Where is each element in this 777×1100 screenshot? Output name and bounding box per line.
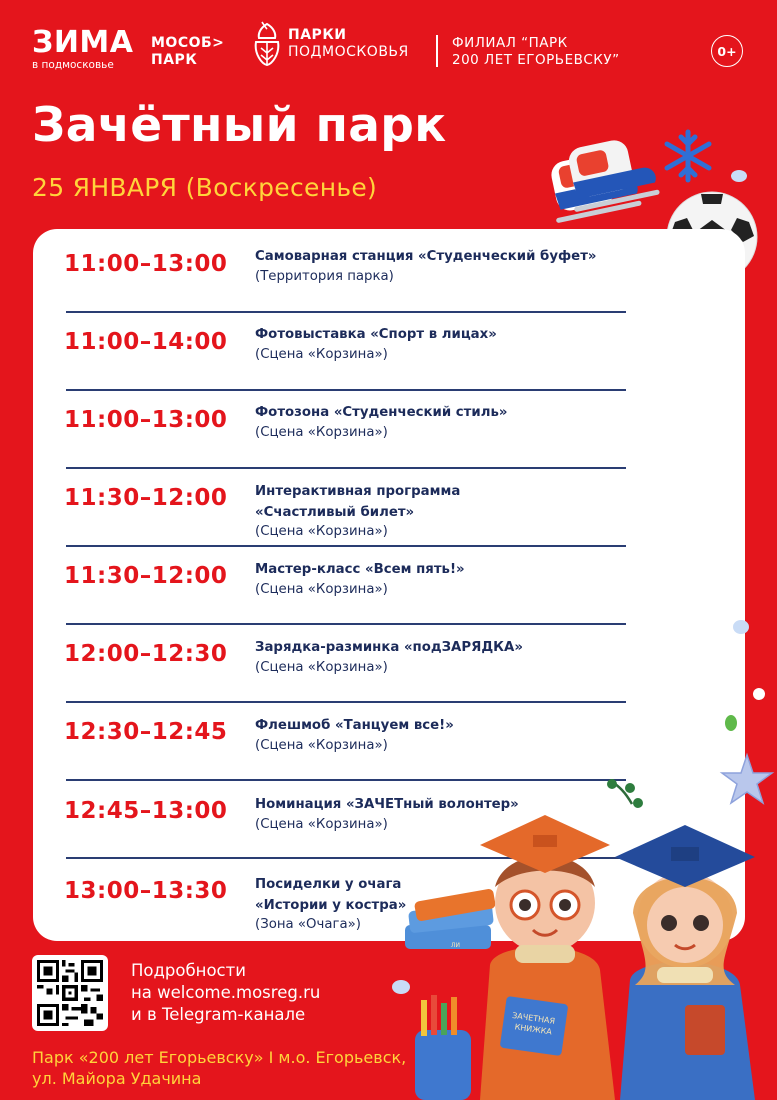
zima-logo [32, 25, 134, 71]
parki-logo-line2: ПОДМОСКОВЬЯ [288, 44, 409, 60]
schedule-time: 11:00–14:00 [64, 329, 228, 355]
students-illustration [395, 795, 777, 1100]
filial-line1: ФИЛИАЛ “ПАРК [452, 35, 568, 51]
schedule-time: 13:00–13:30 [64, 878, 228, 904]
schedule-divider [66, 701, 626, 703]
snowflake-icon [660, 128, 716, 184]
schedule-description [255, 560, 625, 599]
schedule-event-name: Посиделки у очага [255, 877, 402, 892]
white-dot-decoration [753, 688, 765, 700]
more-info-text [131, 960, 320, 1026]
schedule-location: (Сцена «Корзина») [255, 737, 388, 753]
schedule-divider [66, 623, 626, 625]
white-dot-decoration [686, 774, 696, 784]
schedule-event-name: Интерактивная программа [255, 484, 461, 499]
schedule-time: 12:45–13:00 [64, 798, 228, 824]
parki-podmoskovya-logo [250, 20, 409, 68]
schedule-description [255, 403, 625, 442]
schedule-location: (Сцена «Корзина») [255, 424, 388, 440]
more-info-line: и в Telegram-канале [131, 1005, 306, 1024]
address-line: ул. Майора Удачина [32, 1069, 202, 1088]
schedule-location: (Территория парка) [255, 268, 394, 284]
mosobpark-logo-line2: ПАРК [151, 52, 198, 68]
header-divider [436, 35, 438, 67]
schedule-event-name: «Счастливый билет» [255, 504, 415, 520]
schedule-time: 12:00–12:30 [64, 641, 228, 667]
schedule-location: (Сцена «Корзина») [255, 581, 388, 597]
schedule-event-name: Фотозона «Студенческий стиль» [255, 405, 508, 420]
schedule-location: (Сцена «Корзина») [255, 816, 388, 832]
age-rating-badge: 0+ [711, 35, 743, 67]
schedule-location: (Зона «Очага») [255, 917, 361, 932]
event-date: 25 ЯНВАРЯ (Воскресенье) [32, 173, 378, 202]
schedule-time: 11:00–13:00 [64, 407, 228, 433]
schedule-description [255, 482, 625, 542]
schedule-time: 11:00–13:00 [64, 251, 228, 277]
blue-dot-decoration [733, 620, 749, 634]
filial-line2: 200 ЛЕТ ЕГОРЬЕВСКУ” [452, 52, 620, 68]
blue-dot-decoration [731, 170, 747, 182]
mosobpark-logo [151, 35, 224, 69]
schedule-description [255, 247, 625, 286]
schedule-divider [66, 311, 626, 313]
qr-code-icon [37, 960, 103, 1026]
page-title: Зачётный парк [32, 98, 447, 153]
schedule-description [255, 325, 625, 364]
more-info-line: на welcome.mosreg.ru [131, 983, 321, 1002]
ice-skates-icon [545, 138, 665, 243]
schedule-event-name: Зарядка-разминка «подЗАРЯДКА» [255, 640, 523, 655]
green-dot-decoration [725, 715, 737, 731]
pinecone-icon [250, 20, 284, 68]
address-line: Парк «200 лет Егорьевску» I м.о. Егорьевск, [32, 1048, 407, 1067]
schedule-location: (Сцена «Корзина») [255, 524, 388, 539]
schedule-time: 12:30–12:45 [64, 719, 228, 745]
schedule-description [255, 638, 625, 677]
zima-logo-title: ЗИМА [32, 25, 134, 60]
park-address [32, 1047, 406, 1089]
schedule-event-name: Флешмоб «Танцуем все!» [255, 718, 454, 733]
more-info-line: Подробности [131, 961, 246, 980]
mosobpark-logo-line1: МОСОБ> [151, 35, 225, 51]
blue-dot-decoration [392, 980, 410, 994]
schedule-location: (Сцена «Корзина») [255, 659, 388, 675]
schedule-time: 11:30–12:00 [64, 485, 228, 511]
schedule-event-name: Номинация «ЗАЧЕТный волонтер» [255, 797, 519, 812]
schedule-divider [66, 779, 626, 781]
schedule-time: 11:30–12:00 [64, 563, 228, 589]
zima-logo-subtitle: в подмосковье [32, 59, 114, 71]
schedule-event-name: Мастер-класс «Всем пять!» [255, 562, 465, 577]
record-book-label: ЗАЧЕТНАЯ КНИЖКА [511, 1010, 556, 1037]
filial-label [452, 35, 620, 69]
qr-code[interactable] [32, 955, 108, 1031]
parki-logo-line1: ПАРКИ [288, 27, 347, 43]
book-stack-label: ЛИ [451, 942, 460, 949]
schedule-event-name: Самоварная станция «Студенческий буфет» [255, 249, 597, 264]
schedule-divider [66, 467, 626, 469]
schedule-event-name: «Истории у костра» [255, 897, 407, 913]
schedule-location: (Сцена «Корзина») [255, 346, 388, 362]
schedule-divider [66, 545, 626, 547]
schedule-divider [66, 389, 626, 391]
schedule-description [255, 716, 625, 755]
schedule-event-name: Фотовыставка «Спорт в лицах» [255, 327, 497, 342]
